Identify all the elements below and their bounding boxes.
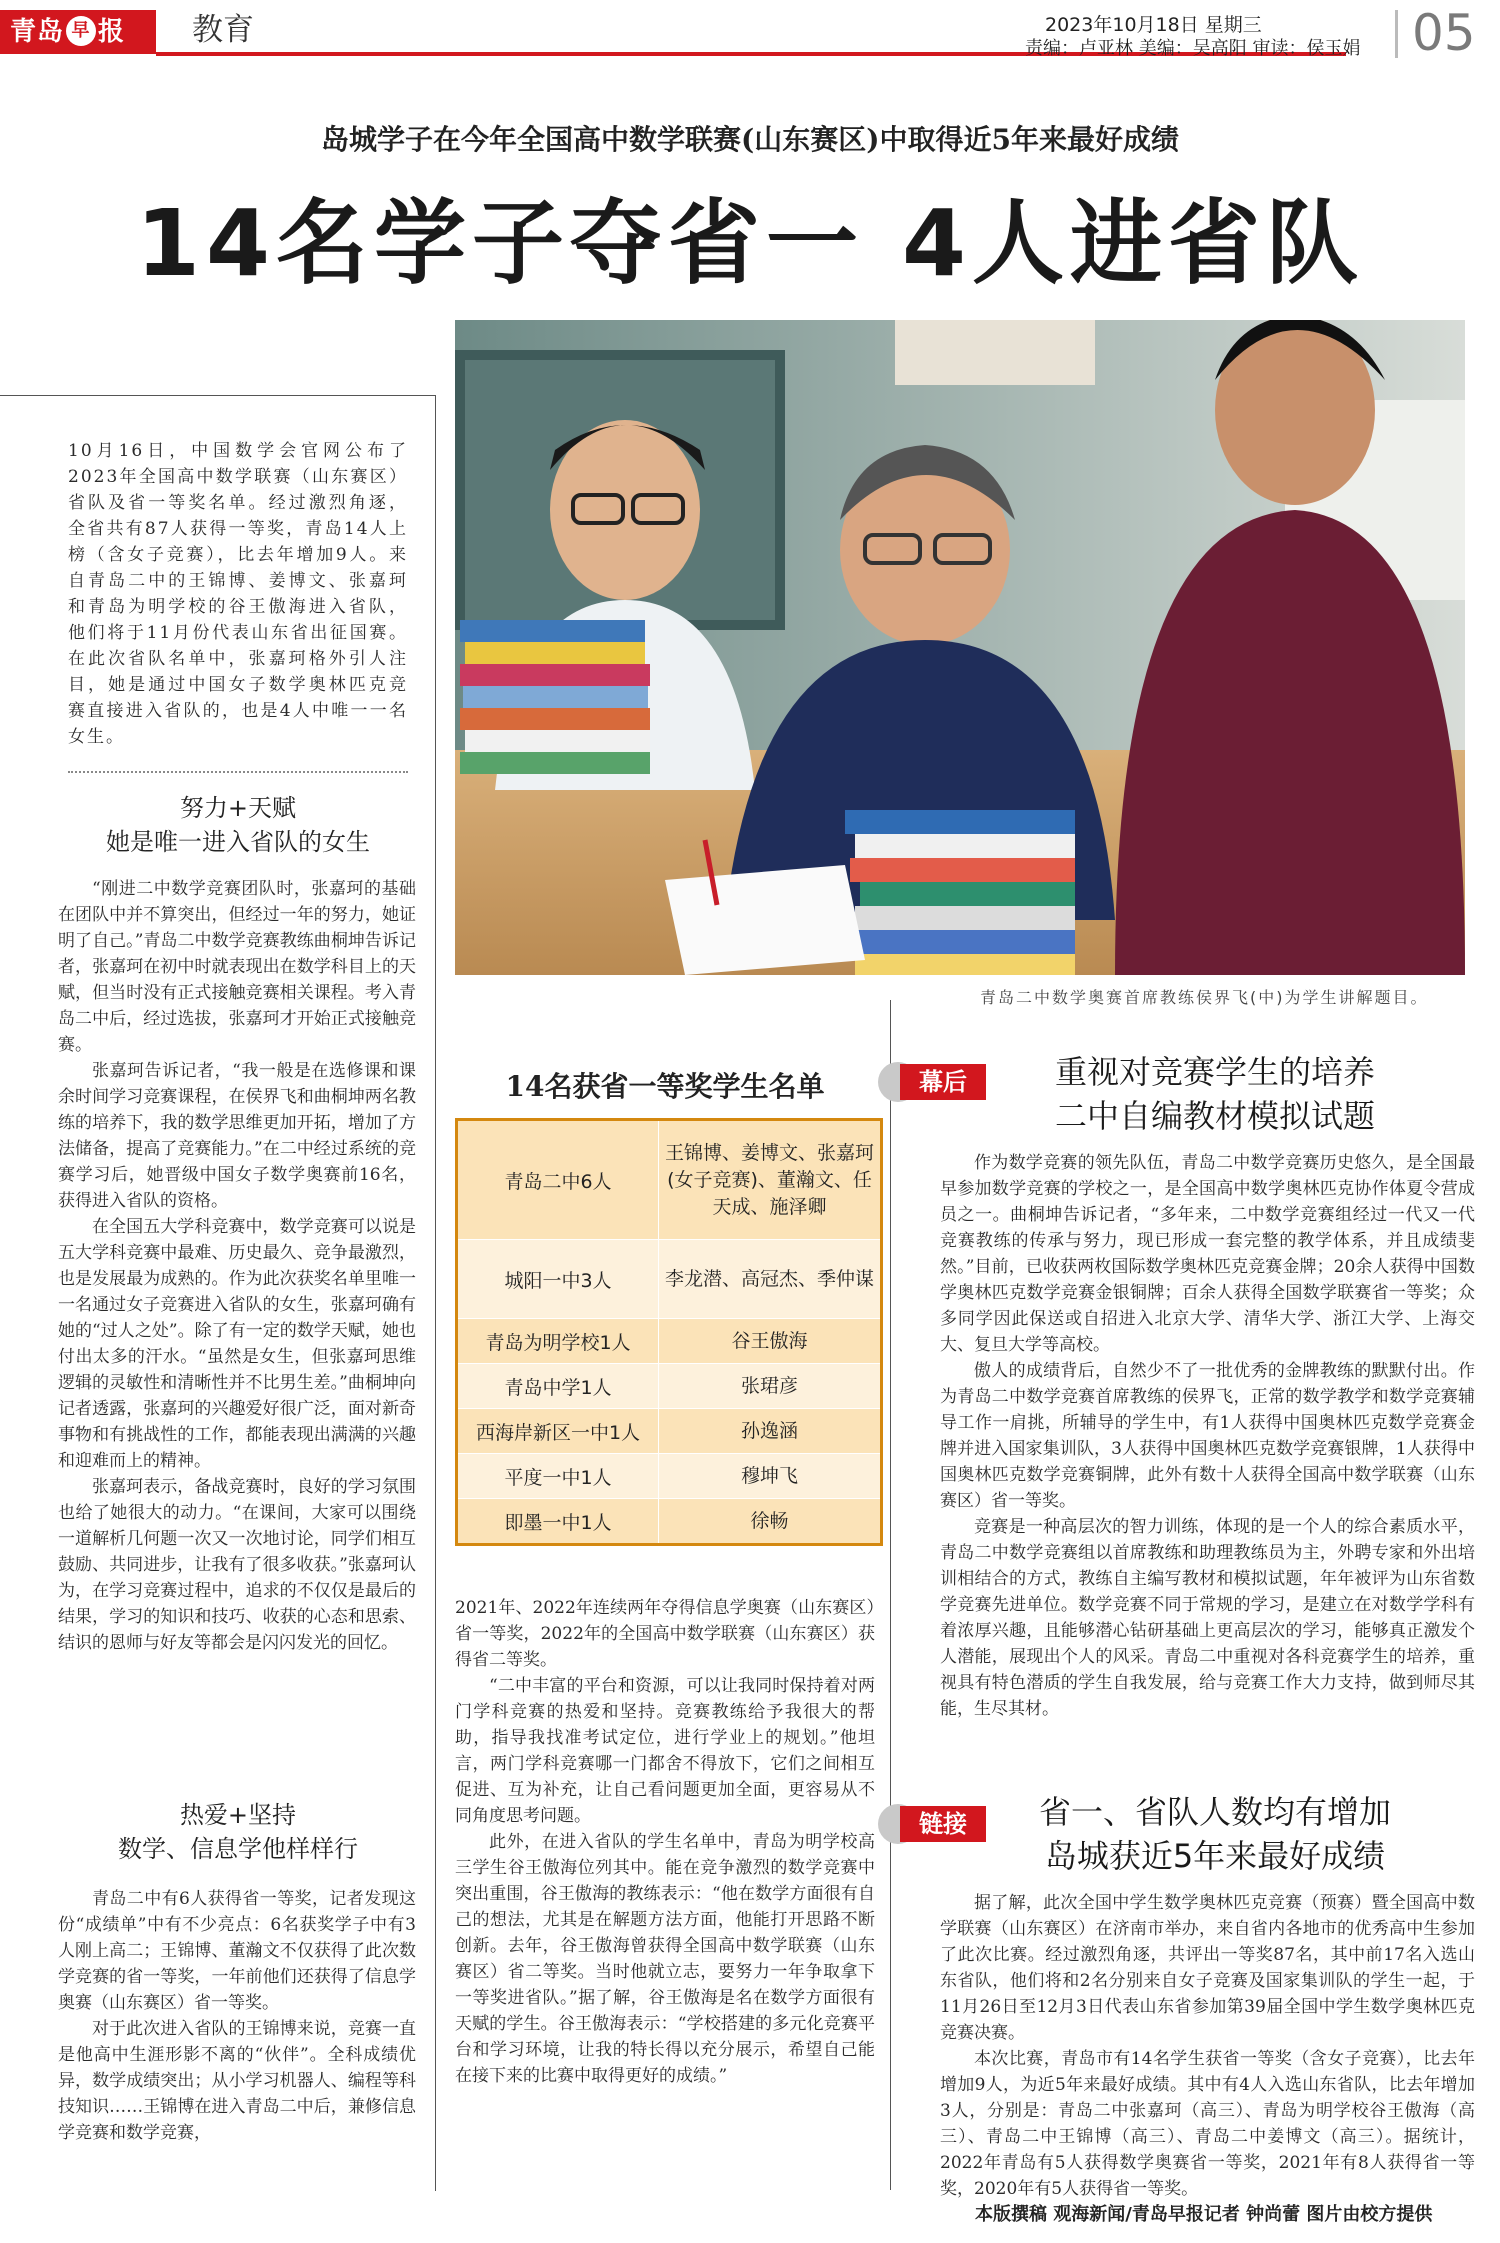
title-line: 重视对竞赛学生的培养	[1054, 1053, 1375, 1091]
headline-main: 14名学子夺省一 4人进省队	[135, 190, 1365, 297]
school-cell: 西海岸新区一中1人	[458, 1409, 659, 1453]
page-header	[0, 0, 1500, 78]
tag-label: 链接	[900, 1806, 986, 1842]
names-cell: 张珺彦	[740, 1374, 798, 1397]
subheading-line: 数学、信息学他样样行	[118, 1835, 358, 1863]
subheading-hard-work	[68, 791, 408, 859]
school-cell: 城阳一中3人	[458, 1240, 659, 1318]
paragraph: 青岛二中有6人获得省一等奖，记者发现这份“成绩单”中有不少亮点：6名获奖学子中有3人刚上高二；王锦博、董瀚文不仅获得了此次数学竞赛的省一等奖，一年前他们还获得了信息学奥赛（山东赛区）省一等奖。	[58, 1889, 416, 2013]
title-line: 省一、省队人数均有增加	[1038, 1793, 1391, 1831]
issue-date: 2023年10月18日 星期三	[1045, 14, 1262, 36]
paragraph: 据了解，此次全国中学生数学奥林匹克竞赛（预赛）暨全国高中数学联赛（山东赛区）在济南市举办，来自省内各地市的优秀高中生参加了此次比赛。经过激烈角逐，共评出一等奖87名，其中前17名入选山东省队，他们将和2名分别来自女子竞赛及国家集训队的学生一起，于11月26日至12月3日代表山东省参加第39届全国中学生数学奥林匹克竞赛决赛。	[940, 1893, 1475, 2043]
subheading-line: 努力+天赋	[179, 794, 297, 822]
table-row	[458, 1454, 880, 1499]
article-photo	[455, 320, 1465, 975]
paragraph: 此外，在进入省队的学生名单中，青岛为明学校高三学生谷王傲海位列其中。能在竞争激烈的数学竞赛中突出重围，谷王傲海的教练表示：“他在数学方面很有自己的想法，尤其是在解题方法方面，他能打开思路不断创新。去年，谷王傲海曾获得全国高中数学联赛（山东赛区）省二等奖。当时他就立志，要努力一年争取拿下一等奖进省队。”据了解，谷王傲海是名在数学方面很有天赋的学生。谷王傲海表示：“学校搭建的多元化竞赛平台和学习环境，让我的特长得以充分展示，希望自己能在接下来的比赛中取得更好的成绩。”	[455, 1832, 875, 2086]
paragraph: 本次比赛，青岛市有14名学生获省一等奖（含女子竞赛），比去年增加9人，为近5年来最好成绩。其中有4人入选山东省队，比去年增加3人，分别是：青岛二中张嘉珂（高三）、青岛为明学校谷王傲海（高三）、青岛二中王锦博（高三）、青岛二中姜博文（高三）。据统计，2022年青岛有5人获得数学奥赛省一等奖，2021年有8人获得省一等奖，2020年有5人获得省一等奖。	[940, 2049, 1475, 2199]
award-list-title: 14名获省一等奖学生名单	[505, 1070, 825, 1103]
table-row	[458, 1319, 880, 1364]
brand-mark: 早	[66, 16, 96, 46]
right-body-2	[940, 1890, 1475, 2202]
paragraph: 张嘉珂表示，备战竞赛时，良好的学习氛围也给了她很大的动力。“在课间，大家可以围绕一道解析几何题一次又一次地讨论，同学们相互鼓励、共同进步，让我有了很多收获。”张嘉珂认为，在学习竞赛过程中，追求的不仅仅是最后的结果，学习的知识和技巧、收获的心态和思索、结识的恩师与好友等都会是闪闪发光的回忆。	[58, 1477, 416, 1653]
award-list-table	[455, 1118, 883, 1546]
names-cell: 徐畅	[750, 1509, 789, 1532]
title-line: 二中自编教材模拟试题	[1054, 1097, 1375, 1135]
section-name: 教育	[170, 6, 320, 54]
school-cell: 青岛二中6人	[458, 1121, 659, 1239]
section-title-results	[1005, 1790, 1425, 1878]
paragraph: 作为数学竞赛的领先队伍，青岛二中数学竞赛历史悠久，是全国最早参加数学竞赛的学校之一，是全国高中数学奥林匹克协作体夏令营成员之一。曲桐坤告诉记者，“多年来，二中数学竞赛组经过一代又一代竞赛教练的传承与努力，现已形成一套完整的教学体系，并且成绩斐然。”目前，已收获两枚国际数学奥林匹克竞赛金牌；20余人获得中国数学奥林匹克数学竞赛金银铜牌；百余人获得全国数学联赛省一等奖；众多同学因此保送或自招进入北京大学、清华大学、浙江大学、上海交大、复旦大学等高校。	[940, 1153, 1475, 1355]
tag-link	[878, 1800, 1008, 1848]
tag-label: 幕后	[900, 1064, 986, 1100]
paragraph: 傲人的成绩背后，自然少不了一批优秀的金牌教练的默默付出。作为青岛二中数学竞赛首席教练的侯界飞，正常的数学教学和数学竞赛辅导工作一肩挑，所辅导的学生中，有1人获得中国奥林匹克数学竞赛金牌并进入国家集训队，3人获得中国奥林匹克数学竞赛银牌，1人获得中国奥林匹克数学竞赛铜牌，此外有数十人获得全国高中数学联赛（山东赛区）省一等奖。	[940, 1361, 1475, 1511]
tag-behind-scenes	[878, 1058, 1008, 1106]
paragraph: 在全国五大学科竞赛中，数学竞赛可以说是五大学科竞赛中最难、历史最久、竞争最激烈，也是发展最为成熟的。作为此次获奖名单里唯一一名通过女子竞赛进入省队的女生，张嘉珂确有她的“过人之处”。除了有一定的数学天赋，她也付出太多的汗水。“虽然是女生，但张嘉珂思维逻辑的灵敏性和清晰性并不比男生差。”曲桐坤向记者透露，张嘉珂的兴趣爱好很广泛，面对新奇事物和有挑战性的工作，都能表现出满满的兴趣和迎难而上的精神。	[58, 1217, 416, 1471]
page-divider	[1395, 10, 1398, 58]
byline-footer: 本版撰稿 观海新闻/青岛早报记者 钟尚蕾 图片由校方提供	[975, 2204, 1433, 2225]
left-column	[0, 395, 436, 2191]
paragraph: “二中丰富的平台和资源，可以让我同时保持着对两门学科竞赛的热爱和坚持。竞赛教练给予我很大的帮助，指导我找准考试定位，进行学业上的规划。”他坦言，两门学科竞赛哪一门都舍不得放下，它们之间相互促进、互为补充，让自己看问题更加全面，更容易从不同角度思考问题。	[455, 1676, 875, 1826]
table-row	[458, 1121, 880, 1240]
column-divider	[890, 1000, 891, 2190]
school-cell: 青岛为明学校1人	[458, 1319, 659, 1363]
paragraph: 2021年、2022年连续两年夺得信息学奥赛（山东赛区）省一等奖，2022年的全国高中数学联赛（山东赛区）获得省二等奖。	[455, 1598, 875, 1670]
table-row	[458, 1499, 880, 1543]
table-row	[458, 1364, 880, 1409]
headline-kicker: 岛城学子在今年全国高中数学联赛(山东赛区)中取得近5年来最好成绩	[321, 123, 1179, 156]
classroom-photo-illustration	[455, 320, 1465, 975]
names-cell: 李龙潜、高冠杰、季仲谋	[664, 1267, 874, 1290]
brand-logo: 青岛 早 报	[0, 10, 156, 54]
subheading-passion	[68, 1798, 408, 1866]
names-cell: 孙逸涵	[740, 1419, 798, 1442]
left-body-1	[58, 876, 416, 1656]
lead-paragraph: 10月16日，中国数学会官网公布了2023年全国高中数学联赛（山东赛区）省队及省一等奖名单。经过激烈角逐，全省共有87人获得一等奖，青岛14人上榜（含女子竞赛），比去年增加9人。来自青岛二中的王锦博、姜博文、张嘉珂和青岛为明学校的谷王傲海进入省队，他们将于11月份代表山东省出征国赛。在此次省队名单中，张嘉珂格外引人注目，她是通过中国女子数学奥林匹克竞赛直接进入省队的，也是4人中唯一一名女生。	[68, 441, 408, 747]
subheading-line: 她是唯一进入省队的女生	[106, 828, 370, 856]
right-body-1	[940, 1150, 1475, 1722]
table-row	[458, 1240, 880, 1319]
names-cell: 穆坤飞	[740, 1464, 798, 1487]
dotted-separator	[68, 771, 408, 773]
names-cell: 谷王傲海	[731, 1329, 808, 1352]
title-line: 岛城获近5年来最好成绩	[1044, 1837, 1386, 1875]
left-body-2	[58, 1886, 416, 2146]
names-cell: 王锦博、姜博文、张嘉珂(女子竞赛)、董瀚文、任天成、施泽卿	[664, 1141, 874, 1218]
section-title-training	[1005, 1050, 1425, 1138]
paragraph: 竞赛是一种高层次的智力训练，体现的是一个人的综合素质水平，青岛二中数学竞赛组以首席教练和助理教练员为主，外聘专家和外出培训相结合的方式，教练自主编写教材和模拟试题，年年被评为山东省数学竞赛先进单位。数学竞赛不同于常规的学习，是建立在对数学学科有着浓厚兴趣，且能够潜心钻研基础上更高层次的学习，能够真正激发个人潜能，展现出个人的风采。青岛二中重视对各科竞赛学生的培养，重视具有特色潜质的学生自我发展，给与竞赛工作大力支持，做到师尽其能，生尽其材。	[940, 1517, 1475, 1719]
school-cell: 即墨一中1人	[458, 1499, 659, 1543]
page-number: 05	[1412, 4, 1476, 62]
paragraph: “刚进二中数学竞赛团队时，张嘉珂的基础在团队中并不算突出，但经过一年的努力，她证明了自己。”青岛二中数学竞赛教练曲桐坤告诉记者，张嘉珂在初中时就表现出在数学科目上的天赋，但当时没有正式接触竞赛相关课程。考入青岛二中后，经过选拔，张嘉珂才开始正式接触竞赛。	[58, 879, 416, 1055]
school-cell: 平度一中1人	[458, 1454, 659, 1498]
subheading-line: 热爱+坚持	[179, 1801, 297, 1829]
photo-caption: 青岛二中数学奥赛首席教练侯界飞(中)为学生讲解题目。	[980, 988, 1429, 1007]
middle-body	[455, 1595, 875, 2089]
paragraph: 张嘉珂告诉记者，“我一般是在选修课和课余时间学习竞赛课程，在侯界飞和曲桐坤两名教练的培养下，我的数学思维更加开拓，增加了方法储备，提高了竞赛能力。”在二中经过系统的竞赛学习后，她晋级中国女子数学奥赛前16名，获得进入省队的资格。	[58, 1061, 416, 1211]
school-cell: 青岛中学1人	[458, 1364, 659, 1408]
table-row	[458, 1409, 880, 1454]
editor-credits: 责编：卢亚林 美编：吴高阳 审读：侯玉娟	[1025, 38, 1361, 59]
paragraph: 对于此次进入省队的王锦博来说，竞赛一直是他高中生涯形影不离的“伙伴”。全科成绩优异，数学成绩突出；从小学习机器人、编程等科技知识……王锦博在进入青岛二中后，兼修信息学竞赛和数学竞赛，	[58, 2019, 416, 2143]
